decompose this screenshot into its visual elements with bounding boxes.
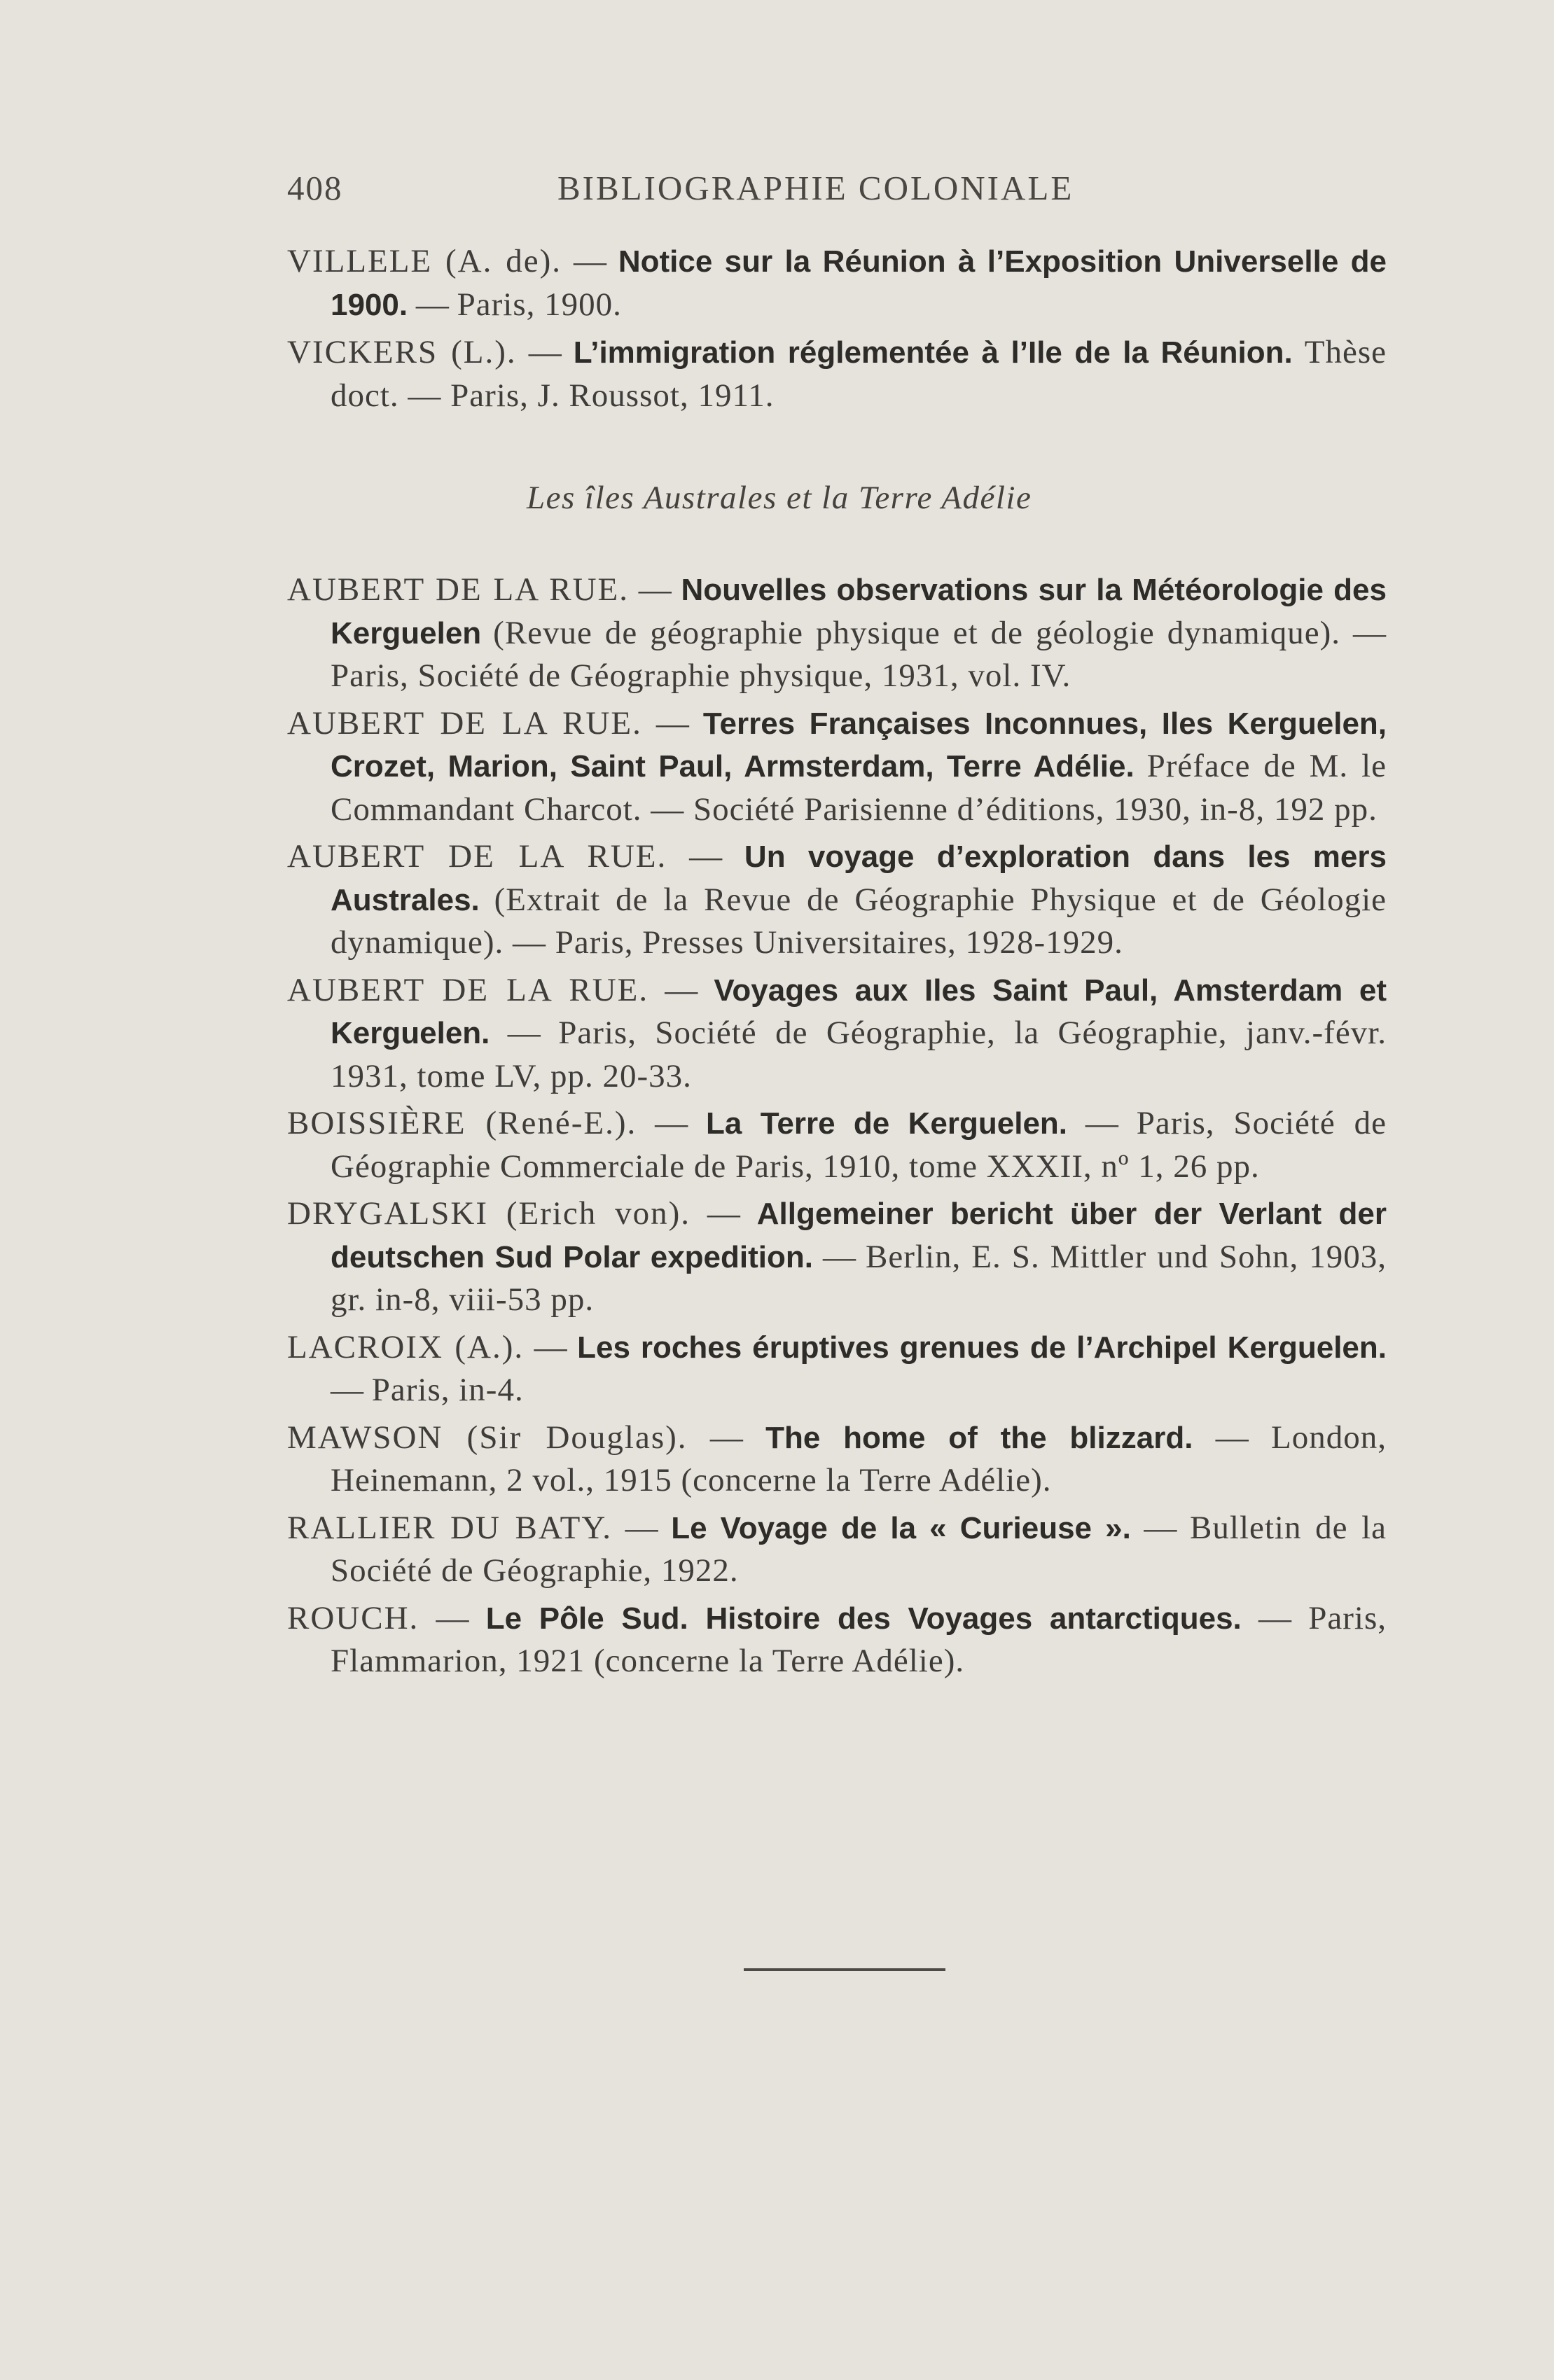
bibliography-entry: AUBERT DE LA RUE. — Nouvelles observations sur la Météorologie des Kerguelen (Revue de géographie physique et de géologie dynamique). — Paris, Société de Géographie physique, 1931, vol. IV. bbox=[287, 571, 1387, 694]
entry-title: Le Pôle Sud. Histoire des Voyages antarctiques. bbox=[485, 1601, 1242, 1636]
entry-details: Paris, 1900. bbox=[457, 286, 622, 323]
entry-author: AUBERT DE LA RUE. bbox=[287, 971, 649, 1008]
entry-title: Terres Françaises Inconnues, Iles Kerguelen, Crozet, Marion, Saint Paul, Armsterdam, Terre Adélie. bbox=[331, 706, 1387, 784]
running-title: BIBLIOGRAPHIE COLONIALE bbox=[557, 169, 1074, 207]
entry-details: Bulletin de la Société de Géographie, 1922. bbox=[331, 1509, 1387, 1589]
entry-details: Paris, Société de Géographie Commerciale de Paris, 1910, tome XXXII, nº 1, 26 pp. bbox=[331, 1105, 1387, 1185]
bibliography-entry: AUBERT DE LA RUE. — Voyages aux Iles Saint Paul, Amsterdam et Kerguelen. — Paris, Société de Géographie, la Géographie, janv.-févr. 1931, tome LV, pp. 20-33. bbox=[287, 971, 1387, 1094]
bibliography-entry: DRYGALSKI (Erich von). — Allgemeiner bericht über der Verlant der deutschen Sud Polar expedition. — Berlin, E. S. Mittler und Sohn, 1903, gr. in-8, viii-53 pp. bbox=[287, 1195, 1387, 1318]
entry-title: Allgemeiner bericht über der Verlant der deutschen Sud Polar expedition. bbox=[331, 1197, 1387, 1274]
entry-author: RALLIER DU BATY. bbox=[287, 1509, 612, 1546]
entry-title: Un voyage d’exploration dans les mers Australes. bbox=[331, 840, 1387, 917]
bibliography-entry: AUBERT DE LA RUE. — Un voyage d’exploration dans les mers Australes. (Extrait de la Revue de Géographie Physique et de Géologie dynamique). — Paris, Presses Universitaires, 1928-1929. bbox=[287, 838, 1387, 961]
entry-details: Thèse doct. — Paris, J. Roussot, 1911. bbox=[331, 334, 1387, 414]
entry-details: Berlin, E. S. Mittler und Sohn, 1903, gr. in-8, viii-53 pp. bbox=[331, 1238, 1387, 1318]
entry-author: VICKERS (L.). bbox=[287, 334, 517, 370]
entry-author: AUBERT DE LA RUE. bbox=[287, 838, 667, 875]
bibliography-entry: MAWSON (Sir Douglas). — The home of the blizzard. — London, Heinemann, 2 vol., 1915 (concerne la Terre Adélie). bbox=[287, 1419, 1387, 1498]
entry-author: AUBERT DE LA RUE. bbox=[287, 704, 642, 742]
entry-title: The home of the blizzard. bbox=[765, 1420, 1193, 1455]
page-header bbox=[287, 168, 1128, 217]
entry-details: Paris, Société de Géographie, la Géographie, janv.-févr. 1931, tome LV, pp. 20-33. bbox=[331, 1015, 1387, 1094]
entry-author: MAWSON (Sir Douglas). bbox=[287, 1419, 688, 1456]
bibliography-entry: LACROIX (A.). — Les roches éruptives grenues de l’Archipel Kerguelen. — Paris, in-4. bbox=[287, 1328, 1387, 1408]
entry-details: Paris, Flammarion, 1921 (concerne la Terre Adélie). bbox=[331, 1599, 1387, 1679]
entry-title: Voyages aux Iles Saint Paul, Amsterdam et Kerguelen. bbox=[331, 973, 1387, 1050]
entry-title: Notice sur la Réunion à l’Exposition Universelle de 1900. bbox=[331, 244, 1387, 322]
entry-title: Le Voyage de la « Curieuse ». bbox=[671, 1510, 1131, 1545]
bibliography-entry: RALLIER DU BATY. — Le Voyage de la « Curieuse ». — Bulletin de la Société de Géographie, 1922. bbox=[287, 1509, 1387, 1589]
entry-title: Nouvelles observations sur la Météorologie des Kerguelen bbox=[331, 573, 1387, 650]
entry-details: London, Heinemann, 2 vol., 1915 (concerne la Terre Adélie). bbox=[331, 1419, 1387, 1498]
bibliography-entry: ROUCH. — Le Pôle Sud. Histoire des Voyages antarctiques. — Paris, Flammarion, 1921 (concerne la Terre Adélie). bbox=[287, 1599, 1387, 1679]
entry-author: ROUCH. bbox=[287, 1599, 419, 1636]
entry-details: Préface de M. le Commandant Charcot. — Société Parisienne d’éditions, 1930, in-8, 192 pp. bbox=[331, 748, 1387, 828]
entry-title: L’immigration réglementée à l’Ile de la Réunion. bbox=[573, 335, 1293, 370]
bibliography-entry: VICKERS (L.). — L’immigration réglementée à l’Ile de la Réunion. Thèse doct. — Paris, J. Roussot, 1911. bbox=[287, 334, 1387, 414]
entry-author: DRYGALSKI (Erich von). bbox=[287, 1195, 691, 1232]
entry-details: Paris, in-4. bbox=[371, 1372, 524, 1408]
entry-author: VILLELE (A. de). bbox=[287, 243, 562, 279]
bibliography-entry: VILLELE (A. de). — Notice sur la Réunion à l’Exposition Universelle de 1900. — Paris, 1900. bbox=[287, 243, 1387, 323]
entry-title: Les roches éruptives grenues de l’Archipel Kerguelen. bbox=[577, 1330, 1387, 1365]
bibliography-entry: BOISSIÈRE (René-E.). — La Terre de Kerguelen. — Paris, Société de Géographie Commerciale de Paris, 1910, tome XXXII, nº 1, 26 pp. bbox=[287, 1105, 1387, 1185]
entry-details: (Revue de géographie physique et de géologie dynamique). — Paris, Société de Géographie physique, 1931, vol. IV. bbox=[331, 614, 1387, 694]
end-rule bbox=[744, 1968, 945, 1971]
section-heading: Les îles Australes et la Terre Adélie bbox=[527, 480, 1032, 516]
bibliography-entry: AUBERT DE LA RUE. — Terres Françaises Inconnues, Iles Kerguelen, Crozet, Marion, Saint Paul, Armsterdam, Terre Adélie. Préface de M. le Commandant Charcot. — Société Parisienne d’éditions, 1930, in-8, 192 pp. bbox=[287, 704, 1387, 828]
entry-author: BOISSIÈRE (René-E.). bbox=[287, 1105, 637, 1141]
bibliography-list bbox=[287, 569, 1387, 1687]
entry-author: AUBERT DE LA RUE. bbox=[287, 571, 629, 608]
entry-details: (Extrait de la Revue de Géographie Physique et de Géologie dynamique). — Paris, Presses Universitaires, 1928-1929. bbox=[331, 881, 1387, 961]
intro-entries bbox=[287, 240, 1387, 417]
entry-title: La Terre de Kerguelen. bbox=[706, 1106, 1068, 1141]
entry-author: LACROIX (A.). bbox=[287, 1328, 525, 1365]
page-number: 408 bbox=[287, 169, 343, 207]
